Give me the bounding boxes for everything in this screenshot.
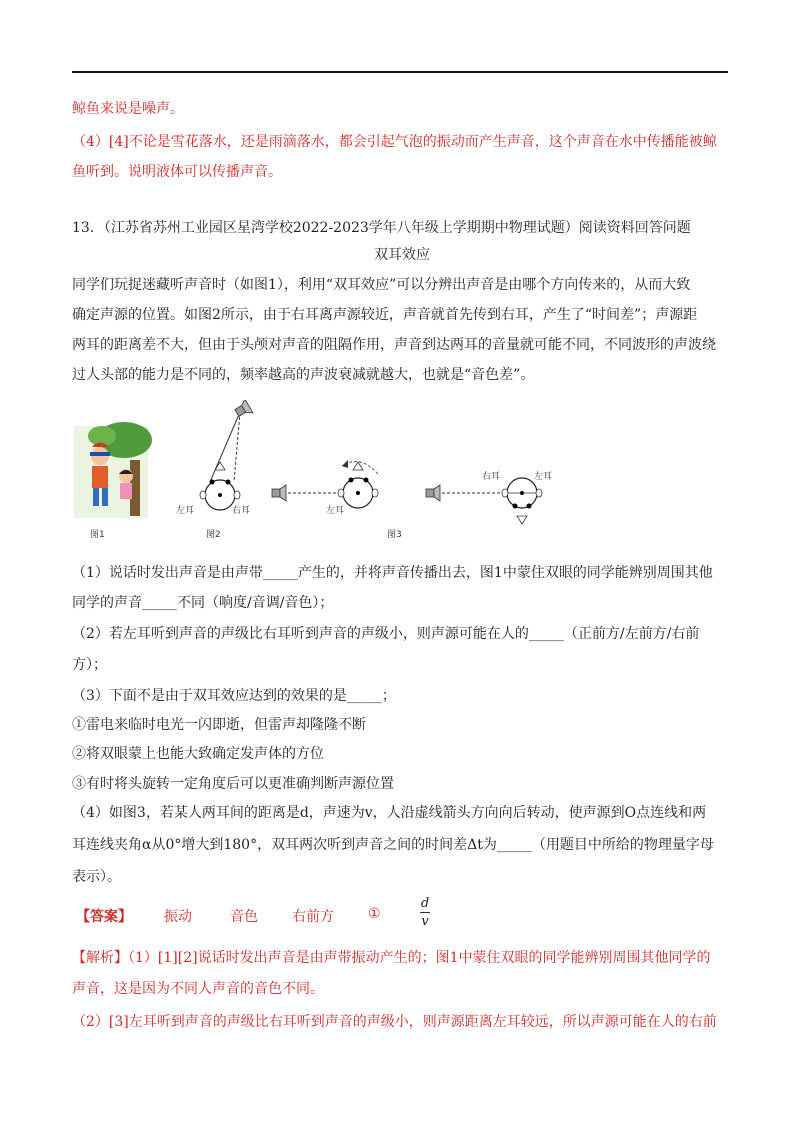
question-1-line-2: 同学的声音_____不同（响度/音调/音色）； bbox=[72, 595, 334, 611]
header-rule bbox=[72, 71, 728, 73]
answer-1: 振动 bbox=[164, 909, 192, 925]
question-4-line-1: （4）如图3，若某人两耳间的距离是d，声速为v，人沿虚线箭头方向向后转动，使声源到O点连线和两 bbox=[72, 805, 707, 821]
prev-answer-line-2: （4）[4]不论是雪花落水，还是雨滴落水，都会引起气泡的振动而产生声音，这个声音在水中传播能被鲸 bbox=[72, 134, 717, 150]
answer-4: ① bbox=[368, 906, 381, 922]
analysis-line-1: 【解析】（1）[1][2]说话时发出声音是由声带振动产生的；图1中蒙住双眼的同学能辨别周围其他同学的 bbox=[72, 950, 711, 966]
fraction-bar bbox=[420, 912, 430, 913]
question-3: （3）下面不是由于双耳效应达到的效果的是_____； bbox=[72, 688, 396, 704]
reading-title: 双耳效应 bbox=[374, 247, 430, 263]
answer-5-fraction bbox=[419, 896, 431, 929]
fraction-denominator: v bbox=[421, 914, 429, 929]
fraction-numerator: d bbox=[420, 896, 430, 911]
fig3-rotated-diagram bbox=[426, 478, 542, 524]
answer-2: 音色 bbox=[230, 909, 258, 925]
question-2-line-2: 方）； bbox=[72, 657, 107, 673]
fig3-left-ear-label-b: 左耳 bbox=[534, 472, 553, 482]
fig1-caption: 图1 bbox=[90, 530, 105, 540]
reading-paragraph-line-1: 同学们玩捉迷藏听声音时（如图1），利用“双耳效应”可以分辨出声音是由哪个方向传来的，从而大致 bbox=[72, 277, 691, 293]
option-1: ①雷电来临时电光一闪即逝，但雷声却隆隆不断 bbox=[72, 717, 366, 733]
reading-paragraph-line-3: 两耳的距离差不大，但由于头颅对声音的阻隔作用，声音到达两耳的音量就可能不同，不同波形的声波绕 bbox=[72, 337, 716, 353]
fig2-caption: 图2 bbox=[206, 530, 221, 540]
prev-answer-line-3: 鱼听到。说明液体可以传播声音。 bbox=[72, 164, 282, 180]
binaural-figure bbox=[72, 400, 592, 545]
question-4-line-2: 耳连线夹角α从0°增大到180°，双耳两次听到声音之间的时间差Δt为_____（用题目中所给的物理量字母 bbox=[72, 837, 714, 853]
option-3: ③有时将头旋转一定角度后可以更准确判断声源位置 bbox=[72, 776, 394, 792]
fig2-left-ear-label: 左耳 bbox=[176, 506, 195, 516]
fig2-right-ear-label: 右耳 bbox=[232, 506, 251, 516]
fig1-illustration bbox=[74, 422, 152, 518]
fig3-left-ear-label: 左耳 bbox=[326, 506, 345, 516]
fig2-diagram bbox=[200, 400, 253, 510]
fig3-caption: 图3 bbox=[387, 530, 402, 540]
analysis-line-2: 声音，这是因为不同人声音的音色不同。 bbox=[72, 981, 324, 997]
option-2: ②将双眼蒙上也能大致确定发声体的方位 bbox=[72, 746, 324, 762]
reading-paragraph-line-4: 过人头部的能力是不同的，频率越高的声波衰减就越大，也就是“音色差”。 bbox=[72, 367, 535, 383]
question-1-line-1: （1）说话时发出声音是由声带_____产生的，并将声音传播出去，图1中蒙住双眼的同学能辨别周围其他 bbox=[72, 565, 713, 581]
answer-label: 【答案】 bbox=[76, 909, 132, 925]
fig3-rotation-diagram bbox=[272, 460, 378, 508]
question-header: 13．（江苏省苏州工业园区星湾学校2022-2023学年八年级上学期期中物理试题）阅读资料回答问题 bbox=[72, 220, 691, 236]
speaker-icon bbox=[233, 400, 253, 420]
fig3-right-ear-label: 右耳 bbox=[482, 472, 501, 482]
reading-paragraph-line-2: 确定声源的位置。如图2所示，由于右耳离声源较近，声音就首先传到右耳，产生了“时间差”；声源距 bbox=[72, 307, 698, 323]
question-4-line-3: 表示）。 bbox=[72, 869, 121, 885]
question-2-line-1: （2）若左耳听到声音的声级比右耳听到声音的声级小，则声源可能在人的_____（正前方/左前方/右前 bbox=[72, 626, 700, 642]
answer-3: 右前方 bbox=[292, 909, 334, 925]
analysis-line-3: （2）[3]左耳听到声音的声级比右耳听到声音的声级小，则声源距离左耳较远，所以声源可能在人的右前 bbox=[72, 1014, 717, 1030]
figure-svg bbox=[72, 400, 592, 545]
prev-answer-line-1: 鲸鱼来说是噪声。 bbox=[72, 101, 184, 117]
